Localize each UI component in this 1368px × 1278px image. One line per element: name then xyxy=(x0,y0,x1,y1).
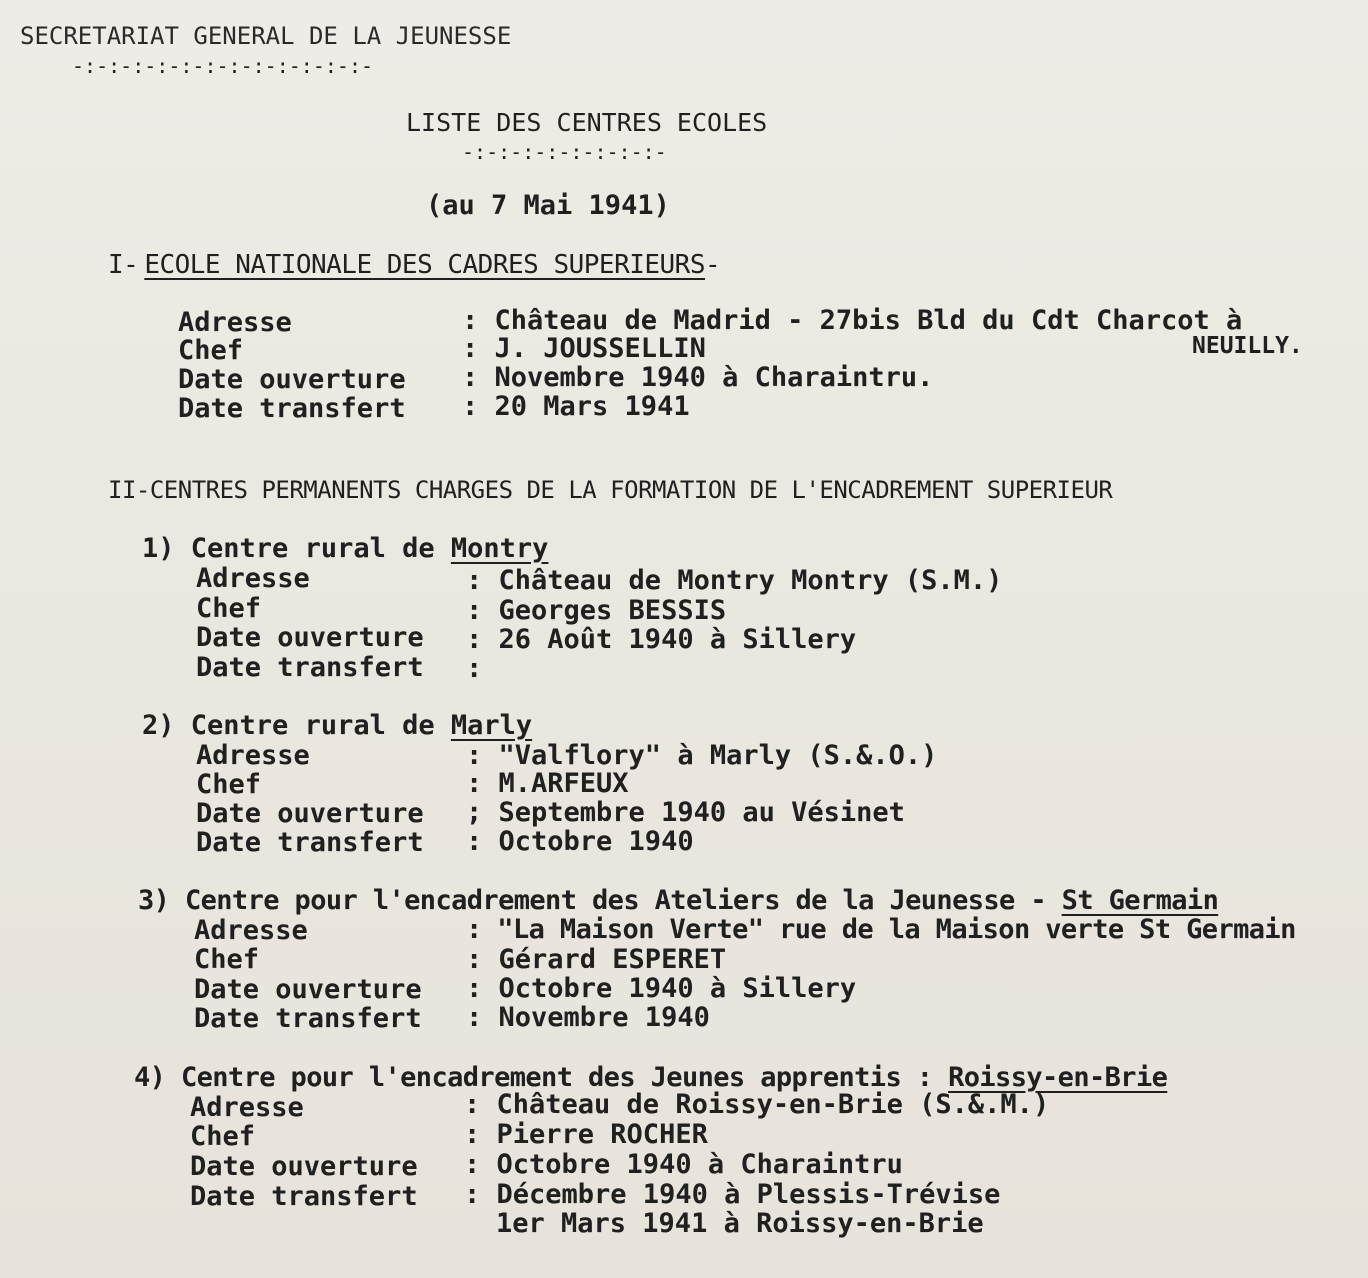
centre-2-title-prefix: Centre rural de xyxy=(190,710,451,741)
title-separator: -:-:-:-:-:-:-:-:- xyxy=(462,140,667,164)
centre-4-place: Roissy-en-Brie xyxy=(948,1062,1168,1093)
s1-transfert-label: Date transfert xyxy=(178,393,406,424)
document-date: (au 7 Mai 1941) xyxy=(426,190,670,221)
centre-3-place: St Germain xyxy=(1061,885,1219,916)
organization-header: SECRETARIAT GENERAL DE LA JEUNESSE xyxy=(20,22,512,50)
c1-chef-label: Chef xyxy=(196,593,262,624)
c1-ouverture-label: Date ouverture xyxy=(196,622,424,653)
centre-2-title xyxy=(142,710,532,741)
section-1-heading xyxy=(108,250,720,280)
s1-ouverture-value: : Novembre 1940 à Charaintru. xyxy=(462,362,934,393)
s1-transfert-value: : 20 Mars 1941 xyxy=(462,391,690,422)
centre-1-title-prefix: Centre rural de xyxy=(190,533,451,564)
c4-transfert-cont: 1er Mars 1941 à Roissy-en-Brie xyxy=(496,1208,984,1239)
c3-ouverture-value: : Octobre 1940 à Sillery xyxy=(466,973,857,1004)
section-2-heading: II-CENTRES PERMANENTS CHARGES DE LA FORMATION DE L'ENCADREMENT SUPERIEUR xyxy=(108,476,1113,504)
c4-chef-label: Chef xyxy=(190,1121,256,1152)
c3-adresse-value: : "La Maison Verte" rue de la Maison verte St Germain xyxy=(466,914,1296,945)
s1-adresse-cont: NEUILLY. xyxy=(1192,333,1303,359)
centre-1-title xyxy=(142,533,548,564)
centre-4-number: 4) xyxy=(134,1062,166,1093)
c3-ouverture-label: Date ouverture xyxy=(194,974,422,1005)
c2-transfert-label: Date transfert xyxy=(196,827,424,858)
c4-adresse-label: Adresse xyxy=(190,1092,304,1123)
centre-3-number: 3) xyxy=(138,885,170,916)
centre-1-number: 1) xyxy=(142,533,175,564)
c3-transfert-label: Date transfert xyxy=(194,1003,422,1034)
bleed-through-text xyxy=(900,98,1125,123)
centre-4-title-prefix: Centre pour l'encadrement des Jeunes apprentis : xyxy=(180,1062,949,1093)
c1-transfert-label: Date transfert xyxy=(196,652,424,683)
s1-adresse-value: : Château de Madrid - 27bis Bld du Cdt Charcot à xyxy=(462,305,1243,336)
c2-adresse-label: Adresse xyxy=(196,740,310,771)
c3-chef-label: Chef xyxy=(194,944,260,975)
c3-transfert-value: : Novembre 1940 xyxy=(466,1002,710,1033)
c1-chef-value: : Georges BESSIS xyxy=(466,595,727,626)
c3-adresse-label: Adresse xyxy=(194,915,308,946)
c2-chef-value: : M.ARFEUX xyxy=(466,768,629,799)
c1-adresse-value: : Château de Montry Montry (S.M.) xyxy=(466,565,1003,596)
centre-1-place: Montry xyxy=(450,533,549,564)
c4-transfert-label: Date transfert xyxy=(190,1181,418,1212)
c4-ouverture-label: Date ouverture xyxy=(190,1151,418,1182)
c2-chef-label: Chef xyxy=(196,769,262,800)
s1-ouverture-label: Date ouverture xyxy=(178,364,406,395)
centre-2-place: Marly xyxy=(450,710,533,741)
c2-ouverture-label: Date ouverture xyxy=(196,798,424,829)
c4-transfert-value: : Décembre 1940 à Plessis-Trévise xyxy=(464,1179,1001,1210)
c2-adresse-value: : "Valflory" à Marly (S.&.O.) xyxy=(466,740,938,771)
centre-3-title-prefix: Centre pour l'encadrement des Ateliers de la Jeunesse - xyxy=(184,885,1062,916)
section-1-trail: - xyxy=(705,250,721,280)
centre-3-title xyxy=(138,885,1218,916)
c1-transfert-value: : xyxy=(466,653,483,684)
c1-adresse-label: Adresse xyxy=(196,563,310,594)
c4-ouverture-value: : Octobre 1940 à Charaintru xyxy=(464,1149,903,1180)
s1-adresse-label: Adresse xyxy=(178,307,292,338)
c4-adresse-value: : Château de Roissy-en-Brie (S.&.M.) xyxy=(464,1089,1050,1120)
document-title: LISTE DES CENTRES ECOLES xyxy=(406,108,768,137)
c3-chef-value: : Gérard ESPERET xyxy=(466,944,727,975)
c2-transfert-value: : Octobre 1940 xyxy=(466,826,694,857)
s1-chef-value: : J. JOUSSELLIN xyxy=(462,333,706,364)
c2-ouverture-value: ; Septembre 1940 au Vésinet xyxy=(466,797,905,828)
section-1-title: ECOLE NATIONALE DES CADRES SUPERIEURS xyxy=(144,250,705,280)
c1-ouverture-value: : 26 Août 1940 à Sillery xyxy=(466,624,857,655)
section-1-number: I- xyxy=(108,250,139,280)
c4-chef-value: : Pierre ROCHER xyxy=(464,1119,708,1150)
header-separator: -:-:-:-:-:-:-:-:-:-:-:-:- xyxy=(72,54,374,78)
centre-2-number: 2) xyxy=(142,710,175,741)
s1-chef-label: Chef xyxy=(178,335,244,366)
